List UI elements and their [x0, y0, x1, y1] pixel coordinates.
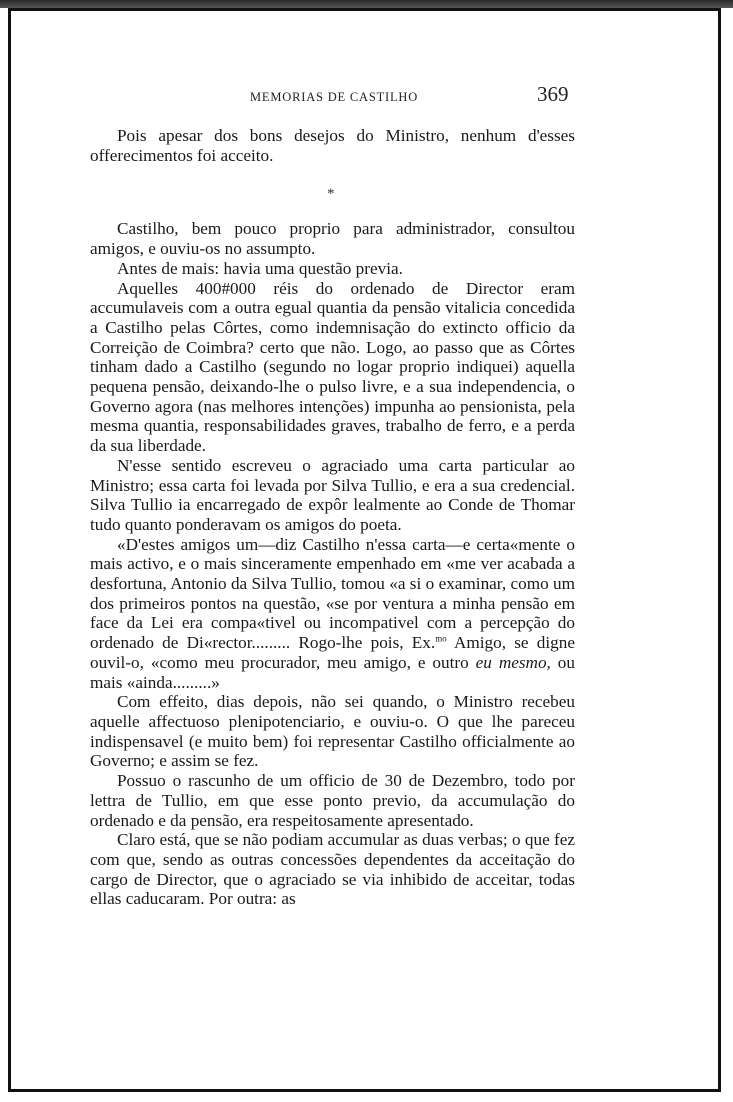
quote-text: Amigo, se digne ouvil-o, «como meu procurador, meu amigo, e outro: [90, 633, 575, 672]
page-number: 369: [537, 82, 569, 106]
italic-phrase: eu mesmo,: [475, 652, 551, 672]
paragraph: Castilho, bem pouco proprio para administrador, consultou amigos, e ouviu-os no assumpto.: [90, 219, 575, 259]
superscript-abbreviation: mo: [435, 633, 447, 644]
paragraph: N'esse sentido escreveu o agraciado uma carta particular ao Ministro; essa carta foi levada por Silva Tullio, e era a sua credencial. Silva Tullio ia encarregado de expôr lealmente ao Conde de Thomar tudo quanto ponderavam os amigos do poeta.: [90, 455, 575, 534]
scan-edge-shadow: [0, 0, 733, 8]
running-title: MEMORIAS DE CASTILHO: [250, 90, 419, 104]
paragraph: Com effeito, dias depois, não sei quando, o Ministro recebeu aquelle affectuoso plenipotenciario, e ouviu-o. O que lhe pareceu indispensavel (e muito bem) foi representar Castilho officialmente ao Governo; e assim se fez.: [90, 692, 575, 771]
quote-text: ou mais «ainda.........»: [90, 652, 575, 692]
paragraph: Pois apesar dos bons desejos do Ministro, nenhum d'esses offerecimentos foi acceito.: [90, 126, 575, 165]
paragraph: Aquelles 400#000 réis do ordenado de Director eram accumulaveis com a outra egual quantia da pensão vitalicia concedida a Castilho pelas Côrtes, como indemnisação do extincto officio da Correição de Coimbra? certo que não. Logo, ao passo que as Côrtes tinham dado a Castilho (segundo no logar proprio indiquei) aquella pequena pensão, deixando-lhe o pulso livre, e a sua independencia, o Governo agora (nas melhores intenções) impunha ao pensionista, pela mesma quantia, responsabilidades graves, trabalho de ferro, e a perda da sua liberdade.: [90, 278, 575, 456]
quoted-letter-paragraph: [90, 535, 575, 693]
body-text: [90, 126, 575, 909]
quote-text: «D'estes amigos um—diz Castilho n'essa carta—e certa«mente o mais activo, e o mais sinceramente empenhado em «me ver acabada a desfortuna, Antonio da Silva Tullio, tomou «a si o examinar, como um dos primeiros pontos na questão, «se por ventura a minha pensão em face da Lei era compa«tivel ou incompativel com a percepção do ordenado de Di«rector......... Rogo-lhe pois, Ex.: [90, 534, 575, 653]
paragraph: Antes de mais: havia uma questão previa.: [117, 258, 403, 278]
paragraph: Claro está, que se não podiam accumular as duas verbas; o que fez com que, sendo as outras concessões dependentes da acceitação do cargo de Director, que o agraciado se via inhibido de acceitar, todas ellas caducaram. Por outra: as: [90, 830, 575, 909]
paragraph: Possuo o rascunho de um officio de 30 de Dezembro, todo por lettra de Tullio, em que esse ponto previo, da accumulação do ordenado e da pensão, era respeitosamente apresentado.: [90, 771, 575, 830]
section-separator: *: [327, 186, 335, 202]
